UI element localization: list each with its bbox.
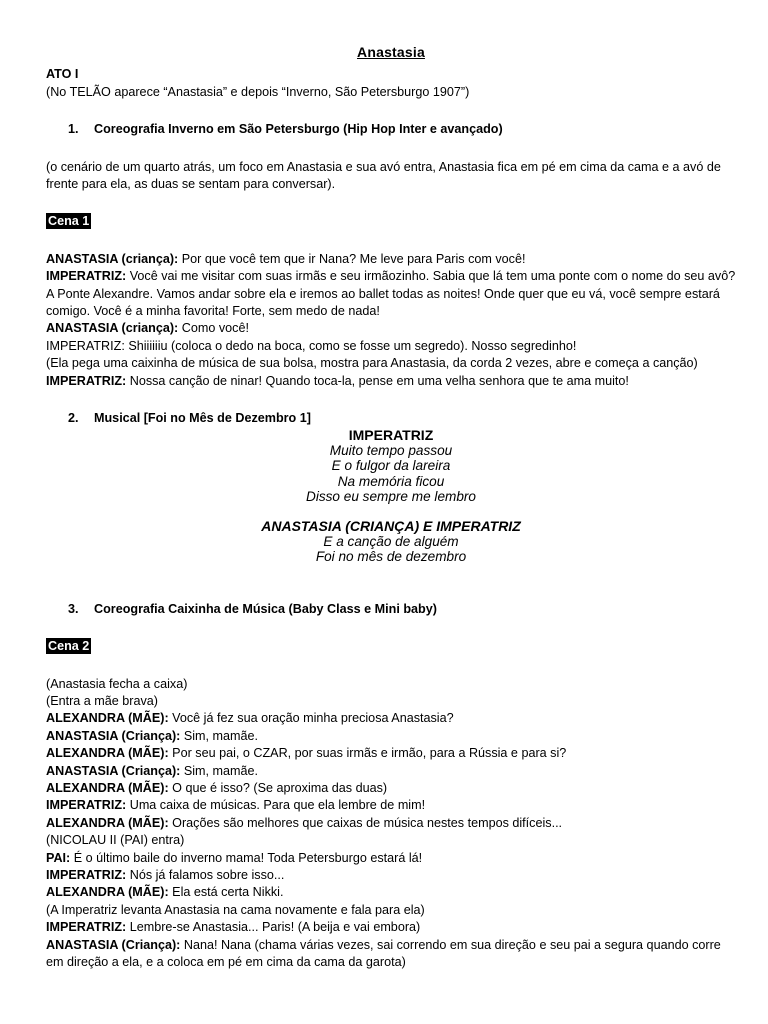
dialogue-line (46, 268, 736, 320)
speech: (Entra a mãe brava) (46, 693, 158, 708)
stage-direction (46, 693, 736, 710)
speaker: ANASTASIA (criança): (46, 251, 179, 266)
intro-direction: (No TELÃO aparece “Anastasia” e depois “Inverno, São Petersburgo 1907”) (46, 84, 470, 99)
speaker: ANASTASIA (Criança): (46, 937, 181, 952)
speech: (Anastasia fecha a caixa) (46, 676, 188, 691)
numbered-item-1 (46, 121, 736, 138)
dialogue-line (46, 320, 736, 337)
speech: Ela está certa Nikki. (168, 885, 284, 900)
dialogue-line (46, 867, 736, 884)
speech: Por que você tem que ir Nana? Me leve para Paris com você! (178, 251, 526, 266)
item-number: 1. (68, 122, 79, 137)
stage-direction (46, 832, 736, 849)
dialogue-line (46, 937, 736, 972)
singer-name: IMPERATRIZ (348, 426, 434, 443)
item-text: Musical [Foi no Mês de Dezembro 1] (94, 411, 311, 426)
scene-1-dialogue (46, 251, 736, 390)
stage-direction (46, 902, 736, 919)
stage-direction: (o cenário de um quarto atrás, um foco em Anastasia e sua avó entra, Anastasia fica em pé em cima da cama e a avó de frente para ela, as duas se sentam para conversar). (46, 159, 721, 192)
speech: Sim, mamãe. (180, 728, 259, 743)
dialogue-line (46, 373, 736, 390)
speech: Como você! (178, 321, 249, 336)
document-page (46, 44, 736, 971)
speaker: ANASTASIA (criança): (46, 321, 179, 336)
speech: Você já fez sua oração minha preciosa Anastasia? (168, 711, 454, 726)
speaker: IMPERATRIZ: (46, 269, 127, 284)
speech: Nana! Nana (chama várias vezes, sai correndo em sua direção e seu pai a segura quando corre em direção a ela, e a coloca em pé em cima da cama da garota) (46, 937, 721, 970)
dialogue-line (46, 850, 736, 867)
speaker: PAI: (46, 850, 71, 865)
numbered-item-2 (46, 410, 736, 427)
dialogue-line (46, 745, 736, 762)
speaker: ALEXANDRA (MÃE): (46, 711, 169, 726)
speech: IMPERATRIZ: Shiiiiiiu (coloca o dedo na boca, como se fosse um segredo). Nosso segredinho! (46, 338, 577, 353)
speech: O que é isso? (Se aproxima das duas) (168, 781, 388, 795)
scene-label: Cena 2 (48, 639, 90, 654)
speech: Lembre-se Anastasia... Paris! (A beija e vai embora) (126, 920, 421, 935)
item-text: Coreografia Caixinha de Música (Baby Class e Mini baby) (94, 601, 437, 616)
dialogue-line (46, 710, 736, 727)
scene-2-heading (46, 638, 736, 655)
speech: (A Imperatriz levanta Anastasia na cama novamente e fala para ela) (46, 902, 425, 917)
scene-1-heading (46, 213, 736, 230)
song-lyrics (46, 428, 736, 565)
item-number: 2. (68, 411, 79, 426)
speech: Você vai me visitar com suas irmãs e seu irmãozinho. Sabia que lá tem uma ponte com o nome do seu avô? A Ponte Alexandre. Vamos andar sobre ela e iremos ao ballet todas as noites! Onde quer que eu vá, você sempre estará comigo. Você é a minha favorita! Forte, sem medo de nada! (46, 269, 736, 319)
item-number: 3. (68, 601, 79, 616)
singer-name: ANASTASIA (CRIANÇA) E IMPERATRIZ (261, 517, 521, 534)
scene-label: Cena 1 (48, 214, 90, 229)
lyric-line: Muito tempo passou (329, 442, 453, 458)
speech: Nós já falamos sobre isso... (126, 868, 285, 883)
speech: Nossa canção de ninar! Quando toca-la, pense em uma velha senhora que te ama muito! (126, 373, 629, 388)
speech: Por seu pai, o CZAR, por suas irmãs e irmão, para a Rússia e para si? (168, 746, 567, 761)
stage-direction (46, 355, 736, 372)
speech: É o último baile do inverno mama! Toda Petersburgo estará lá! (70, 850, 423, 865)
lyric-line: E a canção de alguém (323, 533, 459, 549)
speaker: ALEXANDRA (MÃE): (46, 815, 169, 830)
speech: Sim, mamãe. (180, 763, 259, 778)
speaker: ANASTASIA (Criança): (46, 728, 181, 743)
scene-2-dialogue (46, 676, 736, 972)
dialogue-line (46, 884, 736, 901)
speaker: IMPERATRIZ: (46, 920, 127, 935)
speaker: IMPERATRIZ: (46, 868, 127, 883)
dialogue-line (46, 919, 736, 936)
numbered-item-3 (46, 601, 736, 618)
lyric-line: Foi no mês de dezembro (315, 549, 467, 565)
lyric-line: Na memória ficou (337, 473, 445, 489)
dialogue-line (46, 728, 736, 745)
dialogue-line (46, 797, 736, 814)
dialogue-line (46, 338, 736, 355)
dialogue-line (46, 815, 736, 832)
speech: Uma caixa de músicas. Para que ela lembre de mim! (126, 798, 426, 813)
speaker: IMPERATRIZ: (46, 798, 127, 813)
speaker: ALEXANDRA (MÃE): (46, 885, 169, 900)
speaker: ALEXANDRA (MÃE): (46, 746, 169, 761)
lyric-line: Disso eu sempre me lembro (306, 489, 476, 505)
speaker: IMPERATRIZ: (46, 373, 127, 388)
act-heading: ATO I (46, 67, 79, 82)
document-title: Anastasia (357, 44, 425, 60)
dialogue-line (46, 780, 736, 797)
speech: (Ela pega uma caixinha de música de sua bolsa, mostra para Anastasia, da corda 2 vezes, abre e começa a canção) (46, 356, 698, 371)
dialogue-line (46, 763, 736, 780)
speech: (NICOLAU II (PAI) entra) (46, 833, 185, 848)
dialogue-line (46, 251, 736, 268)
speaker: ANASTASIA (Criança): (46, 763, 181, 778)
speaker: ALEXANDRA (MÃE): (46, 781, 169, 795)
item-text: Coreografia Inverno em São Petersburgo (Hip Hop Inter e avançado) (94, 122, 503, 137)
stage-direction (46, 676, 736, 693)
speech: Orações são melhores que caixas de música nestes tempos difíceis... (168, 815, 563, 830)
lyric-line: E o fulgor da lareira (331, 458, 451, 474)
